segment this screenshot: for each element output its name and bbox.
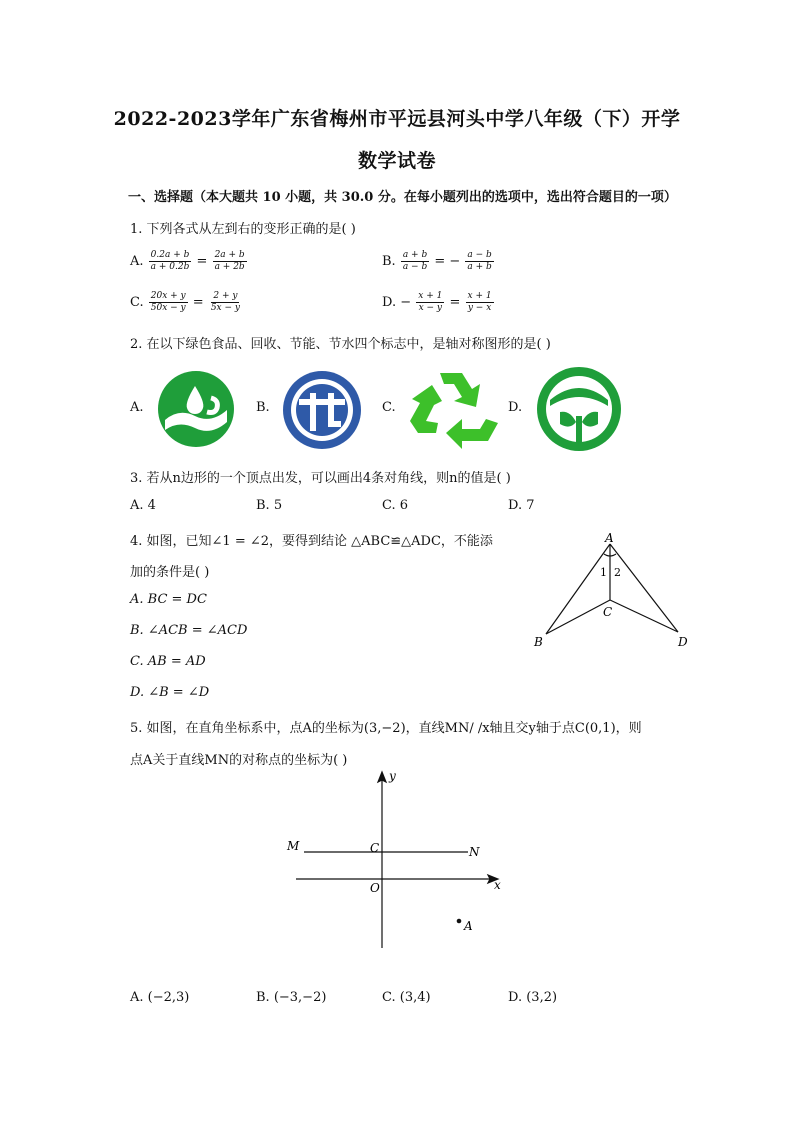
axis-label-x: x (494, 878, 501, 892)
point-label-a: A (605, 531, 614, 545)
q5-stem-line2: 点A关于直线MN的对称点的坐标为( ) (130, 753, 348, 768)
fraction: $\frac{x + 1}{y - x}$ (467, 291, 492, 313)
angle-label-1: 1 (600, 566, 607, 579)
section-heading: 一、选择题（本大题共 10 小题，共 30.0 分。在每小题列出的选项中，选出符合题目的一项） (128, 190, 677, 205)
q1-stem: 1. 下列各式从左到右的变形正确的是( ) (130, 222, 356, 237)
q2-label-b[interactable]: B. (256, 400, 270, 415)
q5-option-d[interactable]: D. (3,2) (508, 990, 558, 1005)
q4-option-d[interactable]: D. ∠B = ∠D (130, 685, 210, 700)
fraction: $\frac{20x + y}{50x - y}$ (150, 291, 186, 313)
option-label: B. (382, 254, 396, 269)
q3-option-c[interactable]: C. 6 (382, 498, 409, 513)
q1-option-c[interactable] (130, 291, 243, 314)
point-label-n: N (469, 845, 480, 859)
axis-label-y: y (389, 769, 396, 783)
point-label-c: C (370, 841, 380, 855)
page-title-line2: 数学试卷 (357, 150, 436, 172)
q2-label-a[interactable]: A. (130, 400, 144, 415)
point-label-m: M (287, 839, 300, 853)
q5-option-c[interactable]: C. (3,4) (382, 990, 431, 1005)
q1-option-d[interactable] (382, 291, 495, 314)
fraction: $\frac{2a + b}{a + 2b}$ (214, 250, 245, 272)
water-saving-logo-icon (536, 366, 622, 452)
q2-label-d[interactable]: D. (508, 400, 523, 415)
q2-label-c[interactable]: C. (382, 400, 396, 415)
green-food-logo-icon (157, 370, 235, 448)
point-label-d: D (678, 635, 688, 649)
fraction: $\frac{0.2a + b}{a + 0.2b}$ (150, 250, 190, 272)
point-label-a: A (464, 919, 473, 933)
q3-stem: 3. 若从n边形的一个顶点出发，可以画出4条对角线，则n的值是( ) (130, 471, 511, 486)
q4-option-a[interactable]: A. BC = DC (130, 592, 207, 607)
equals-sign: = (196, 254, 208, 269)
q5-option-b[interactable]: B. (−3,−2) (256, 990, 327, 1005)
energy-saving-logo-icon (281, 369, 363, 451)
q4-stem-line2: 加的条件是( ) (130, 565, 210, 580)
q4-option-b[interactable]: B. ∠ACB = ∠ACD (130, 623, 248, 638)
page-title-line1: 2022-2023学年广东省梅州市平远县河头中学八年级（下）开学 (113, 108, 681, 130)
point-label-c: C (603, 605, 613, 619)
q3-option-a[interactable]: A. 4 (130, 498, 156, 513)
q3-option-d[interactable]: D. 7 (508, 498, 535, 513)
q2-stem: 2. 在以下绿色食品、回收、节能、节水四个标志中，是轴对称图形的是( ) (130, 337, 551, 352)
q4-triangle-figure (528, 528, 698, 654)
point-label-b: B (534, 635, 543, 649)
q4-option-c[interactable]: C. AB = AD (130, 654, 206, 669)
q5-stem-line1: 5. 如图，在直角坐标系中，点A的坐标为(3,−2)，直线MN/ /x轴且交y轴于点C(0,1)，则 (130, 721, 642, 736)
q1-option-b[interactable] (382, 250, 495, 273)
equals-sign: = (449, 295, 461, 310)
minus-sign: − (400, 295, 412, 310)
origin-label-o: O (370, 881, 380, 895)
fraction: $\frac{2 + y}{5x - y}$ (210, 291, 240, 313)
fraction: $\frac{x + 1}{x - y}$ (418, 291, 443, 313)
q5-option-a[interactable]: A. (−2,3) (130, 990, 190, 1005)
fraction: $\frac{a + b}{a - b}$ (402, 250, 428, 272)
fraction: $\frac{a - b}{a + b}$ (467, 250, 492, 272)
q4-stem-line1: 4. 如图，已知∠1 = ∠2，要得到结论 △ABC≌△ADC，不能添 (130, 534, 493, 549)
q1-option-a[interactable] (130, 250, 248, 273)
equals-sign: = − (434, 254, 461, 269)
q5-coordinate-figure (282, 768, 510, 952)
angle-label-2: 2 (614, 566, 621, 579)
equals-sign: = (192, 295, 204, 310)
q3-option-b[interactable]: B. 5 (256, 498, 283, 513)
option-label: D. (382, 295, 397, 310)
option-label: A. (130, 254, 144, 269)
recycle-logo-icon (406, 367, 500, 449)
option-label: C. (130, 295, 144, 310)
